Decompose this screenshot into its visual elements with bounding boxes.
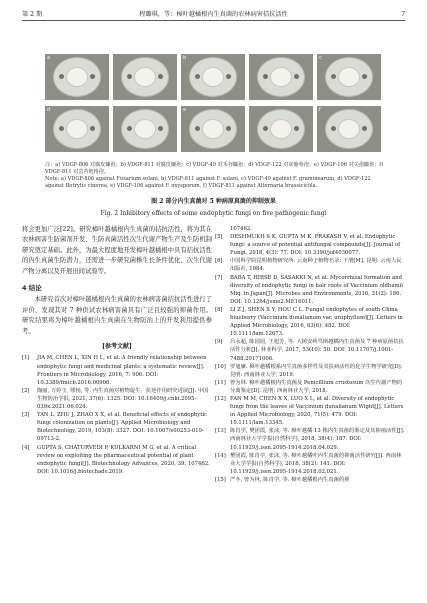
petri-plate bbox=[317, 106, 381, 152]
panel-label: f bbox=[319, 107, 321, 113]
inoculum-spot bbox=[331, 74, 336, 79]
petri-plate bbox=[45, 106, 109, 152]
petri-plate bbox=[317, 54, 381, 100]
right-column bbox=[215, 225, 405, 484]
figure-title-cn: 图 2 部分内生真菌对 5 种病原真菌的抑制效果 bbox=[151, 198, 276, 205]
reference-number: [8] bbox=[215, 306, 223, 313]
reference-text: JIA M, CHEN L, XIN H L, et al. A friendly relationship between endophytic fungi and medicinal plants: a systematic review[J]. Frontiers in Microbiology, 2016, 7: 906. DOI: 10.3389/fmicb.2016.00906. bbox=[37, 355, 207, 386]
reference-item bbox=[215, 427, 405, 451]
fungal-colony bbox=[135, 68, 155, 86]
reference-number: [7] bbox=[215, 274, 223, 281]
fungal-colony bbox=[203, 120, 223, 138]
reference-item bbox=[215, 379, 405, 395]
petri-plate bbox=[249, 106, 313, 152]
reference-text: 樊团霞, 陈肖学, 张沫, 等. 樟叶越橘叶内生真菌的抑菌活性研究[J]. 西南林业大学学报(自然科学), 2018, 38(2): 141. DOI: 10.11929/j.issn.2095-1914.2018.02.021. bbox=[230, 452, 402, 475]
figure-note-en: Note: a) VDGF-806 against Fusarium solani, b) VDGF-811 against F. solani, c) VDGF-49 against F. graminearum, d) VDGF-122 against Botrytis cinerea, e) VDGF-106 against F. oxysporum, f) VDGF-811 against Alternaria brassicicola. bbox=[45, 176, 371, 189]
inoculum-spot bbox=[226, 126, 231, 131]
inoculum-spot bbox=[90, 126, 95, 131]
reference-number: [4] bbox=[22, 444, 30, 451]
reference-list-right bbox=[215, 225, 405, 484]
reference-list-left bbox=[22, 354, 212, 475]
reference-number: [13] bbox=[215, 428, 226, 435]
reference-item bbox=[215, 338, 405, 362]
conclusion-paragraph: 本研究首次对樟叶越橘根内生真菌的农林病害菌拮抗活性进行了评价，发现其对 7 种供试农林病害菌具有广泛且较强的抑菌作用。研究结果将为樟叶越橘根内生真菌在生物防治上的开发利用提供参考。 bbox=[22, 296, 212, 335]
reference-text: BABA T, HIRSE D, SASAKKI N, et al. Mycorrhizal formation and diversity of endophytic fungi in hair roots of Vaccinium oldhamii Miq. in Japan[J]. Microbes and Environments, 2016, 31(2): 186. DOI: 10.1264/jsme2.ME16011. bbox=[230, 274, 403, 305]
inoculum-spot bbox=[158, 74, 163, 79]
reference-item bbox=[22, 411, 212, 443]
reference-number: [6] bbox=[215, 258, 223, 265]
reference-item bbox=[22, 444, 212, 476]
figure-note-cn: 注：a) VDGF-806 对腐皮镰孢；b) VDGF-811 对腐皮镰孢；c) VDGF-49 对禾谷镰孢；d) VDGF-122 对灰葡萄孢；e) VDGF-106 对尖孢镰孢；f) VDGF-811 对芸苔链格孢。 bbox=[45, 162, 384, 175]
reference-number: [5] bbox=[215, 234, 223, 241]
page-number: 7 bbox=[401, 11, 405, 18]
reference-text: YAN L, ZHU J, ZHAO X X, et al. Beneficial effects of endophytic fungi colonization on plants[J]. Applied Microbiology and Biotechnology, 2019, 103(8): 3327. DOI: 10.1007/s00253-019-09713-2. bbox=[37, 412, 208, 443]
inoculum-spot bbox=[158, 126, 163, 131]
fungal-colony bbox=[339, 120, 359, 138]
reference-text: 中国科学院昆明植物研究所. 云南种子植物名录: 下册[M]. 昆明: 云南人民出版社, 1984. bbox=[230, 258, 402, 273]
inoculum-spot bbox=[127, 126, 132, 131]
reference-text: 吕永超, 陈园园, 王旭芳, 等. 大树安岭笃斯越橘内生真菌及 7 种病原菌拮抗活性分析[J]. 林业科学, 2017, 53(10): 50. DOI: 10.11707/j.1001-7488.20171006. bbox=[230, 339, 404, 362]
petri-plate bbox=[181, 54, 245, 100]
reference-item bbox=[22, 354, 212, 386]
fungal-colony bbox=[67, 120, 87, 138]
fungal-colony bbox=[339, 68, 359, 86]
left-column bbox=[22, 225, 212, 476]
section-heading-conclusion: 4 结论 bbox=[22, 284, 42, 293]
figure-title-en: Fig. 2 Inhibitory effects of some endophytic fungi on five pathogenic fungi bbox=[100, 210, 327, 217]
panel-label: c bbox=[319, 55, 322, 61]
panel-label: a bbox=[47, 55, 51, 61]
reference-item bbox=[215, 452, 405, 476]
inoculum-spot bbox=[331, 126, 336, 131]
running-header bbox=[22, 9, 405, 21]
reference-item bbox=[215, 306, 405, 338]
inoculum-spot bbox=[226, 74, 231, 79]
inoculum-spot bbox=[362, 126, 367, 131]
reference-item bbox=[22, 387, 212, 411]
references-heading: [参考文献] bbox=[102, 343, 132, 351]
inoculum-spot bbox=[294, 126, 299, 131]
reference-number: [11] bbox=[215, 379, 226, 386]
reference-text: 陶丽, 万婷玉, 缪杨, 等. 内生真菌对植物促生、抗逆作用研究进展[J]. 中国生物防治学报, 2021, 37(6): 1325. DOI: 10.16409/j.cnki.2095-039x.2021.06.024. bbox=[37, 387, 209, 411]
petri-plate bbox=[181, 106, 245, 152]
fungal-colony bbox=[271, 68, 291, 86]
inoculum-spot bbox=[195, 126, 200, 131]
reference-text: 严冬, 曾为林, 陈肖学, 等. 樟叶越橘根内生真菌的抑 bbox=[230, 476, 350, 483]
panel-label: e bbox=[183, 107, 187, 113]
petri-plate bbox=[45, 54, 109, 100]
reference-text: 陈肖学, 樊团霞, 张沫, 等. 樟叶越橘 13 株内生真菌的鉴定及其抑菌活性[J]. 西南林业大学学报(自然科学), 2018, 38(4): 187. DOI: 10.11929/j.issn.2095-1914.2018.04.029. bbox=[230, 428, 405, 451]
petri-plate bbox=[113, 54, 177, 100]
reference-item bbox=[215, 257, 405, 273]
reference-number: [12] bbox=[215, 395, 226, 402]
reference-number: [2] bbox=[22, 387, 30, 394]
reference-item bbox=[215, 476, 405, 484]
fungal-colony bbox=[67, 68, 87, 86]
reference-item bbox=[215, 233, 405, 257]
fungal-colony bbox=[135, 120, 155, 138]
fungal-colony bbox=[203, 68, 223, 86]
fungal-colony bbox=[271, 120, 291, 138]
reference-text: 107462. bbox=[230, 226, 252, 232]
inoculum-spot bbox=[362, 74, 367, 79]
reference-number: [1] bbox=[22, 355, 30, 362]
figure-petri-plates bbox=[45, 54, 383, 156]
reference-text: GUPTA S, CHATURVEDI P, KULKARNI M G, et al. A critical review on exploiting the pharmaceutical potential of plant endophytic fungi[J]. Biotechnology Advances, 2020, 39: 107462. DOI: 10.1016/j.biotechadv.2019. bbox=[37, 444, 210, 475]
discussion-paragraph: 将会更加广泛[22]。研究樟叶越橘根内生真菌的拮抗活性，将为其在农林病害生防菌剂开发、生防真菌活性次生代谢产物生产及生防机制研究奠定基础。此外，为最大程度地开发樟叶越橘根中具有拮抗活性的内生真菌生防潜力，还需进一步研究菌株生长条件优化、次生代谢产物分离以及开展田间试验等。 bbox=[22, 226, 212, 275]
reference-text: 曾为林. 樟叶越橘根内生真菌及 Penicillium crustosum 次生代谢产物的分离鉴定[D]. 昆明: 西南林业大学, 2018. bbox=[230, 379, 403, 394]
reference-text: 罗旭廉. 樟叶越橘根系内生真菌多样性及其抗病活性的化学生物学研究[D]. 昆明: 西南林业大学, 2019. bbox=[230, 363, 403, 378]
inoculum-spot bbox=[59, 126, 64, 131]
inoculum-spot bbox=[263, 74, 268, 79]
inoculum-spot bbox=[263, 126, 268, 131]
issue-number: 第 2 期 bbox=[22, 11, 43, 18]
panel-label: b bbox=[183, 55, 187, 61]
inoculum-spot bbox=[294, 74, 299, 79]
reference-item bbox=[215, 274, 405, 306]
inoculum-spot bbox=[195, 74, 200, 79]
inoculum-spot bbox=[90, 74, 95, 79]
reference-text: DESHMUKH S K, GUPTA M K, PRAKASH V, et al. Endophytic fungi: a source of potential antifungal compounds[J]. Journal of Fungi, 2018, 4(3): 77. DOI: 10.3390/jof4030077. bbox=[230, 234, 401, 257]
reference-text: LI Z J, SHEN X Y, HOU C L. Fungal endophytes of south China blueberry (Vaccinium dunalianum var. urophyllum)[J]. Letters in Applied Microbiology, 2016, 63(6): 482. DOI: 10.1111/lam.12673. bbox=[230, 306, 403, 338]
reference-item bbox=[215, 395, 405, 427]
reference-number: [9] bbox=[215, 339, 223, 346]
reference-item bbox=[215, 225, 405, 233]
reference-item bbox=[215, 363, 405, 379]
running-title: 程璐琪，等：樟叶越橘根内生真菌的农林病害拮抗活性 bbox=[139, 11, 288, 18]
reference-number: [10] bbox=[215, 363, 226, 370]
petri-plate bbox=[113, 106, 177, 152]
panel-label: d bbox=[47, 107, 51, 113]
petri-plate bbox=[249, 54, 313, 100]
reference-number: [14] bbox=[215, 452, 226, 459]
reference-text: FAN M M, CHEN X X, LUO X L, et al. Diversity of endophytic fungi from the leaves of Vaccinium dunalianum Wight[J]. Letters in Applied Microbiology, 2020, 71(5): 479. DOI: 10.1111/lam.13345. bbox=[230, 395, 404, 427]
inoculum-spot bbox=[127, 74, 132, 79]
reference-number: [3] bbox=[22, 412, 30, 419]
reference-number: [15] bbox=[215, 476, 226, 483]
inoculum-spot bbox=[59, 74, 64, 79]
